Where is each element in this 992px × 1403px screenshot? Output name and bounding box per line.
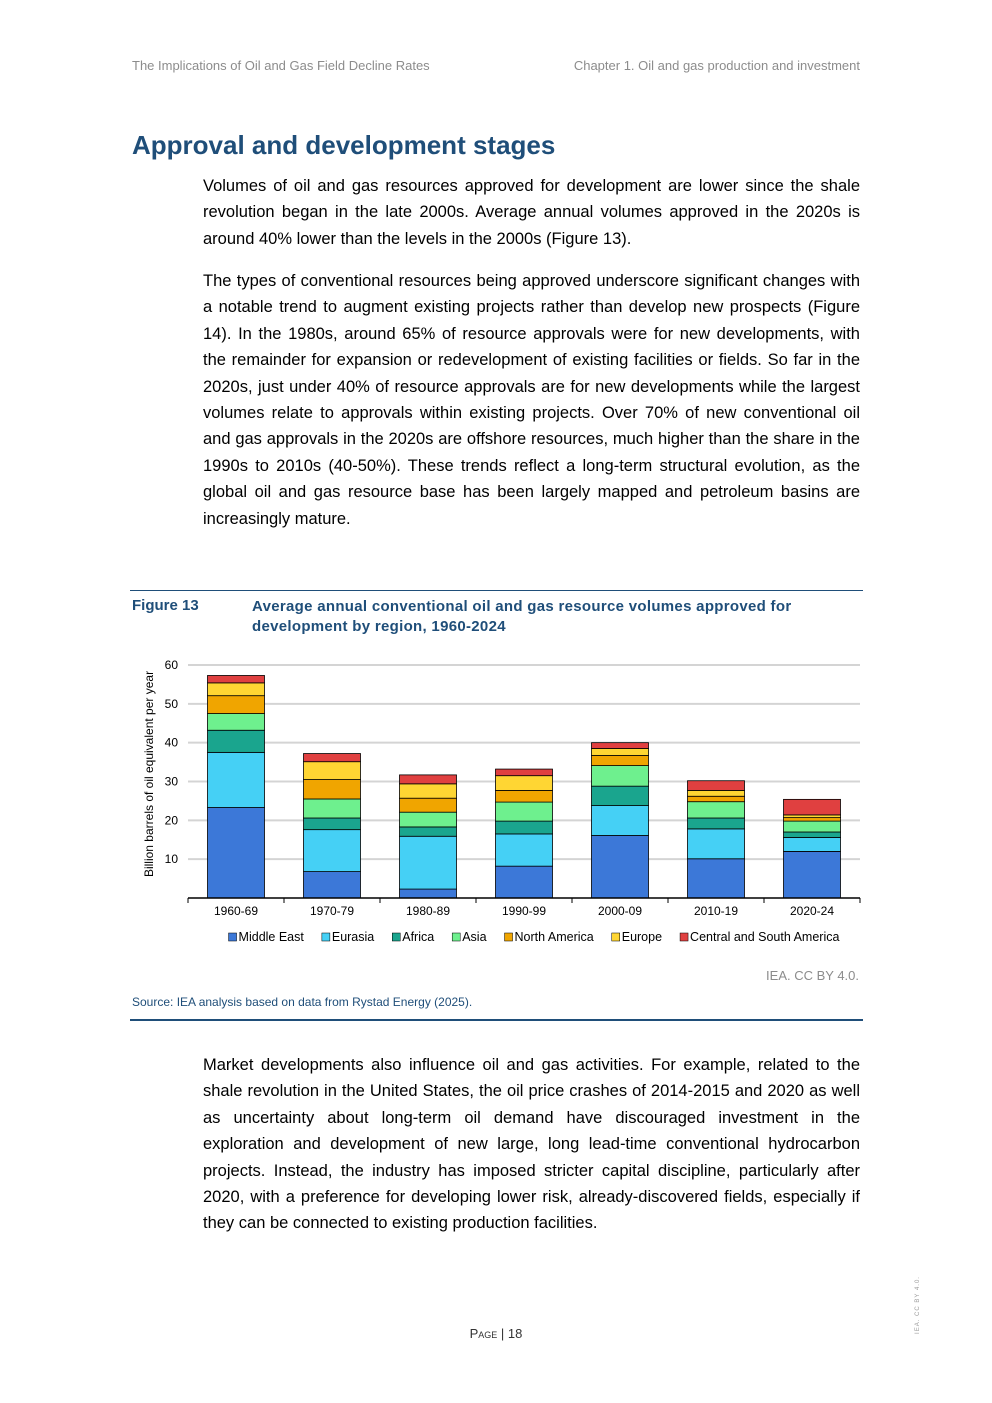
figure-top-rule [130, 590, 863, 591]
legend-label: North America [514, 930, 594, 944]
figure-credit: IEA. CC BY 4.0. [766, 968, 859, 983]
y-tick-label: 30 [164, 774, 178, 789]
x-tick-label: 1960-69 [213, 904, 259, 918]
legend-item [680, 930, 839, 944]
bar-segment [304, 818, 361, 830]
bar-segment [208, 714, 265, 731]
x-tick-label: 2010-19 [693, 904, 739, 918]
bar-segment [208, 730, 265, 752]
paragraph-approved-volumes: Volumes of oil and gas resources approved for development are lower since the shale revolution began in the late 2000s. Average annual volumes approved in the 2020s is around 40% lower than the levels in the 2000s (Figure 13). [203, 177, 860, 248]
legend-swatch [505, 933, 513, 941]
legend-swatch [612, 933, 620, 941]
bar-segment [592, 766, 649, 787]
figure-source: Source: IEA analysis based on data from Rystad Energy (2025). [132, 995, 473, 1009]
bar-segment [784, 832, 841, 837]
x-tick-label: 1990-99 [501, 904, 547, 918]
page-number-value: 18 [507, 1326, 523, 1341]
legend-swatch [452, 933, 460, 941]
bar-segment [688, 802, 745, 818]
y-tick-label: 50 [164, 696, 178, 711]
chart-legend [229, 930, 840, 944]
bar-segment [208, 808, 265, 898]
figure-bottom-rule [130, 1019, 863, 1021]
stacked-bar-chart [130, 650, 865, 960]
bar-segment [784, 818, 841, 821]
bar-segment [400, 798, 457, 812]
bar-segment [496, 790, 553, 802]
bar-segment [688, 796, 745, 801]
section-title: Approval and development stages [132, 130, 556, 160]
header-document-title: The Implications of Oil and Gas Field Decline Rates [132, 58, 430, 73]
bar-segment [496, 769, 553, 776]
legend-label: Africa [402, 930, 435, 944]
figure-title: Average annual conventional oil and gas resource volumes approved for development by region, 1960-2024 [252, 598, 792, 635]
legend-label: Eurasia [331, 930, 375, 944]
bar-segment [304, 762, 361, 780]
legend-swatch [322, 933, 330, 941]
legend-item [229, 930, 305, 944]
bar-segment [208, 683, 265, 696]
bar-segment [496, 866, 553, 898]
bar-segment [400, 889, 457, 898]
bar-segment [304, 799, 361, 818]
bar-segment [400, 836, 457, 889]
bar-segment [400, 827, 457, 836]
paragraph-market-developments: Market developments also influence oil and gas activities. For example, related to the shale revolution in the United States, the oil price crashes of 2014-2015 and 2020 as well as uncertainty about long-term oil demand have discouraged investment in the exploration and development of new large, long lead-time conventional hydrocarbon projects. Instead, the industry has imposed stricter capital discipline, particularly after 2020, with a preference for developing lower risk, already-discovered fields, especially if they can be connected to existing production facilities. [203, 1056, 860, 1233]
bar-segment [592, 786, 649, 805]
bar-segment [304, 830, 361, 872]
y-tick-label: 10 [164, 852, 178, 867]
paragraph-resource-types: The types of conventional resources being approved underscore significant changes with a notable trend to augment existing projects rather than develop new prospects (Figure 14). In the 1980s, around 65% of resource approvals were for new developments, with the remainder for expansion or redevelopment of existing facilities or fields. So far in the 2020s, just under 40% of resource approvals are for new developments while the largest volumes relate to approvals within existing projects. Over 70% of new conventional oil and gas approvals in the 2020s are offshore resources, much higher than the share in the 1990s to 2010s (40-50%). These trends reflect a long-term structural evolution, as the global oil and gas resource base has been largely mapped and petroleum basins are increasingly mature. [203, 272, 860, 528]
bar-segment [592, 806, 649, 836]
x-tick-label: 1970-79 [309, 904, 355, 918]
bar-segment [400, 784, 457, 798]
legend-swatch [229, 933, 237, 941]
bar-segment [688, 790, 745, 796]
bar-segment [496, 776, 553, 791]
bar-segment [688, 781, 745, 791]
y-axis-label: Billion barrels of oil equivalent per year [142, 670, 156, 878]
legend-item [322, 930, 374, 944]
bar-segment [784, 851, 841, 898]
bar-segment [784, 837, 841, 851]
bar-segment [592, 748, 649, 755]
bar-segment [304, 780, 361, 799]
y-tick-label: 60 [164, 658, 178, 672]
page-number [0, 1326, 992, 1341]
legend-item [612, 930, 662, 944]
bar-segment [496, 834, 553, 866]
bar-segment [592, 743, 649, 749]
bar-segment [208, 696, 265, 714]
figure-label: Figure 13 [132, 597, 199, 614]
bar-segment [400, 812, 457, 827]
x-tick-label: 2020-24 [789, 904, 835, 918]
bar-segment [208, 675, 265, 682]
bar-segment [592, 755, 649, 765]
header-chapter-title: Chapter 1. Oil and gas production and investment [573, 58, 860, 73]
legend-item [452, 930, 486, 944]
legend-swatch [680, 933, 688, 941]
legend-item [392, 930, 434, 944]
bar-segment [304, 872, 361, 898]
bar-segment [784, 799, 841, 815]
bar-segment [688, 818, 745, 829]
legend-label: Middle East [238, 930, 304, 944]
x-tick-label: 2000-09 [597, 904, 643, 918]
y-tick-label: 20 [164, 813, 178, 828]
page-word: Page [469, 1326, 498, 1341]
bar-segment [688, 829, 745, 859]
bar-segment [208, 752, 265, 807]
legend-item [505, 930, 594, 944]
legend-label: Europe [621, 930, 663, 944]
x-tick-label: 1980-89 [405, 904, 451, 918]
bar-segment [784, 815, 841, 818]
bar-segment [496, 802, 553, 821]
bar-segment [688, 859, 745, 898]
side-license-watermark: IEA. CC BY 4.0. [914, 1276, 921, 1334]
legend-swatch [392, 933, 400, 941]
chart-bars [208, 675, 841, 898]
bar-segment [592, 835, 649, 898]
bar-segment [496, 821, 553, 834]
bar-segment [304, 754, 361, 762]
legend-label: Asia [462, 930, 487, 944]
y-tick-label: 40 [164, 735, 178, 750]
bar-segment [400, 775, 457, 784]
legend-label: Central and South America [690, 930, 840, 944]
bar-segment [784, 821, 841, 832]
page-separator: | [500, 1326, 505, 1341]
